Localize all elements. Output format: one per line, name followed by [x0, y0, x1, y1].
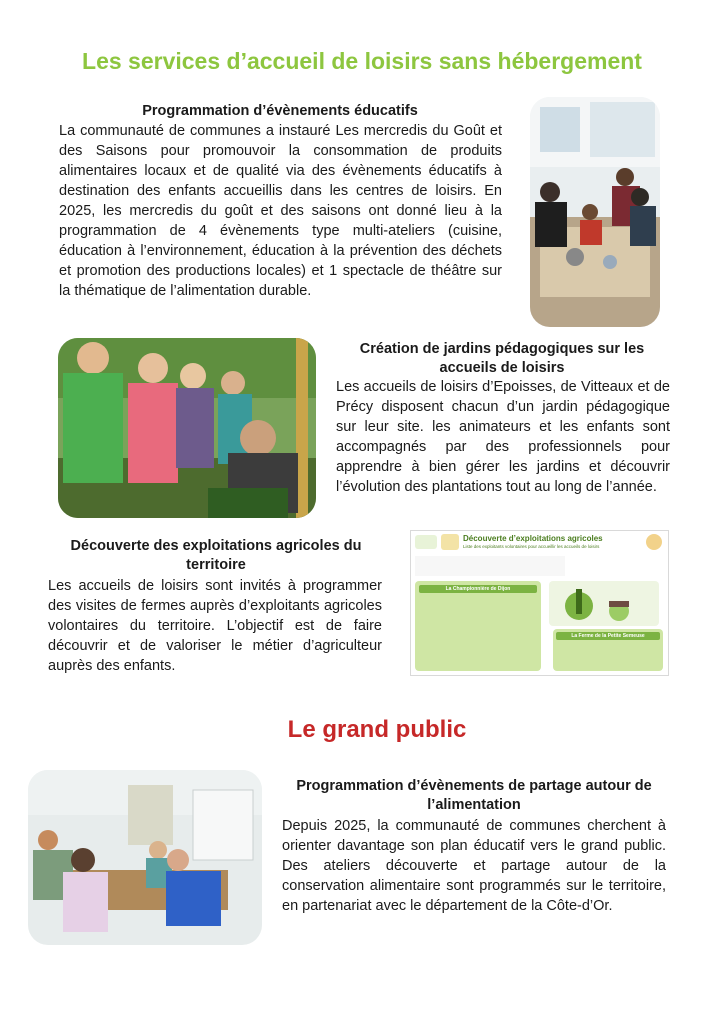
flyer-subtitle: Liste des exploitants volontaires pour accueillir les accueils de loisirs [463, 544, 600, 549]
flyer-illustration [549, 581, 659, 626]
block3-text: Les accueils de loisirs sont invités à programmer des visites de fermes auprès d’exploitants agricoles volontaires du territoire. L’objectif est de faire découvrir et de valoriser le métier d’agriculteur auprès des enfants. [48, 578, 382, 674]
public-block-subtitle: Programmation d’évènements de partage autour de l’alimentation [296, 778, 652, 813]
farm-discovery-flyer [410, 530, 669, 676]
flyer-title: Découverte d’exploitations agricoles [463, 534, 603, 543]
photo-cooking-workshop [530, 97, 660, 327]
public-block-text: Depuis 2025, la communauté de communes cherchent à orienter davantage son plan éducatif vers le grand public. Des ateliers découverte et partage autour de la conservation alimentaire sont programmés sur le territoire, en partenariat avec le département de la Côte-d’Or. [282, 818, 666, 914]
photo-garden-children [58, 338, 316, 518]
photo-public-workshop [28, 770, 262, 945]
flyer-farm2-box [553, 629, 663, 671]
flyer-farm1-box [415, 581, 541, 671]
block1-subtitle: Programmation d’évènements éducatifs [142, 103, 418, 119]
flyer-farm1-title: La Championnière de Dijon [419, 585, 537, 593]
flyer-badge-icon [646, 534, 662, 550]
block2-subtitle: Création de jardins pédagogiques sur les accueils de loisirs [359, 341, 645, 376]
flyer-logo-left [415, 535, 437, 549]
flyer-notice [415, 556, 565, 576]
block1-text: La communauté de communes a instauré Les mercredis du Goût et des Saisons pour promouvoir la consommation de produits alimentaires locaux et de qualité via des évènements éducatifs à destination des enfants accueillis dans les centres de loisirs. En 2025, les mercredis du goût et des saisons ont donné lieu à la programmation de 4 évènements type multi-ateliers (cuisine, éducation à l’environnement, éducation à la prévention des déchets et promotion des productions locales) et 1 spectacle de théâtre sur la thématique de l’alimentation durable. [59, 123, 502, 299]
section-title-leisure: Les services d’accueil de loisirs sans hébergement [82, 48, 642, 74]
flyer-farm2-title: La Ferme de la Petite Semeuse [556, 632, 660, 640]
block3-subtitle: Découverte des exploitations agricoles du territoire [70, 538, 362, 573]
block2-text: Les accueils de loisirs d’Epoisses, de Vitteaux et de Précy disposent chacun d’un jardin pédagogique sur leur site. les animateurs et les enfants sont accompagnés par des professionnels pour apprendre à bien gérer les jardins et découvrir l’évolution des plantations tout au long de l’année. [336, 379, 670, 495]
section-title-public: Le grand public [287, 716, 467, 743]
flyer-logo-cotedor [441, 534, 459, 550]
